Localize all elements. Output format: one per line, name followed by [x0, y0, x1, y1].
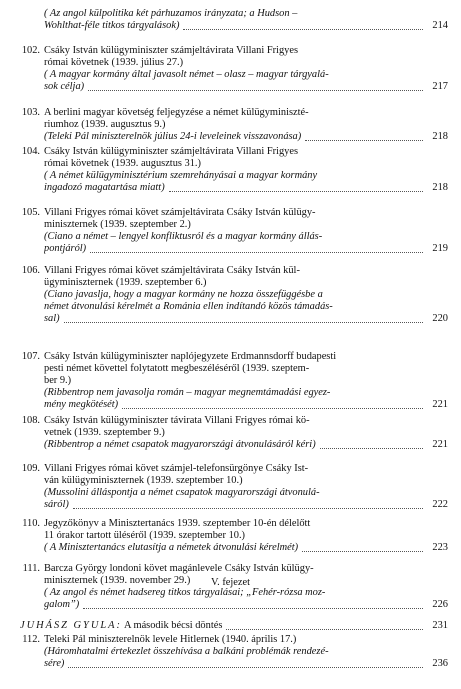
entry-title-line: vetnek (1939. szeptember 9.) — [44, 427, 165, 438]
entry-summary-line: (Ciano a német – lengyel konfliktusról és a magyar kormány állás- — [44, 231, 323, 242]
section-title: A második bécsi döntés — [123, 620, 223, 631]
entry-number: 104. — [21, 146, 40, 157]
dot-leader — [226, 628, 423, 630]
entry-title-line: Villani Frigyes római követ számjeltávirata Csáky István külügy- — [44, 207, 316, 218]
dot-leader — [88, 89, 423, 91]
toc-entry — [0, 8, 461, 32]
entry-summary-line: galom”) — [44, 599, 80, 610]
entry-number: 102. — [21, 45, 40, 56]
page-number: 218 — [432, 182, 448, 193]
entry-summary-line: Wohlthat-féle titkos tárgyalások) — [44, 20, 180, 31]
entry-summary-line: pontjáról) — [44, 243, 87, 254]
dot-leader — [73, 507, 423, 509]
page-number: 218 — [432, 131, 448, 142]
entry-title-line: Teleki Pál miniszterelnök levele Hitlernek (1940. április 17.) — [44, 634, 297, 645]
entry-number: 109. — [21, 463, 40, 474]
toc-entry — [0, 146, 461, 194]
toc-entry — [0, 518, 461, 554]
entry-number: 111. — [22, 563, 40, 574]
dot-leader — [83, 607, 423, 609]
page-number: 221 — [432, 439, 448, 450]
entry-title-line: Villani Frigyes római követ számjel-telefonsürgönye Csáky Ist- — [44, 463, 309, 474]
entry-title-line: Csáky István külügyminiszter távirata Villani Frigyes római kö- — [44, 415, 310, 426]
entry-summary-line: (Mussolini álláspontja a német csapatok magyarországi átvonulá- — [44, 487, 320, 498]
page-number: 221 — [432, 399, 448, 410]
entry-title-line: ber 9.) — [44, 375, 72, 386]
entry-summary-line: ingadozó magatartása miatt) — [44, 182, 165, 193]
dot-leader — [305, 139, 423, 141]
entry-title-line: római követnek (1939. augusztus 31.) — [44, 158, 201, 169]
page-number: 214 — [432, 20, 448, 31]
entry-title-line: miniszternek (1939. szeptember 2.) — [44, 219, 191, 230]
entry-title-line: Barcza György londoni követ magánlevele Csáky István külügy- — [44, 563, 314, 574]
page-number: 226 — [432, 599, 448, 610]
page-number: 219 — [432, 243, 448, 254]
entry-number: 105. — [21, 207, 40, 218]
entry-title-line: Csáky István külügyminiszter számjeltávirata Villani Frigyes — [44, 146, 298, 157]
entry-summary-line: sáról) — [44, 499, 69, 510]
dot-leader — [183, 28, 423, 30]
entry-title-line: ván külügyminiszternek (1939. szeptember 10.) — [44, 475, 243, 486]
entry-number: 112. — [22, 634, 40, 645]
entry-title-line: Csáky István külügyminiszter naplójegyzete Erdmannsdorff budapesti — [44, 351, 337, 362]
entry-summary-line: ( A német külügyminisztérium szemrehányásai a magyar kormány — [44, 170, 318, 181]
entry-summary-line: ( Az angol és német hadsereg titkos tárgyalásai; „Fehér-rózsa moz- — [44, 587, 326, 598]
entry-summary-line: német átvonulási kérelmét a Románia ellen indítandó közös támadás- — [44, 301, 333, 312]
page-number: 223 — [432, 542, 448, 553]
entry-title-line: A berlini magyar követség feljegyzése a német külügyminiszté- — [44, 107, 309, 118]
entry-number: 106. — [21, 265, 40, 276]
author-section-line — [0, 620, 461, 632]
entry-title-line: Jegyzőkönyv a Minisztertanács 1939. szeptember 10-én délelőtt — [44, 518, 311, 529]
entry-summary-line: (Ciano javaslja, hogy a magyar kormány ne hozza összefüggésbe a — [44, 289, 323, 300]
entry-summary-line: ( Az angol külpolitika két párhuzamos irányzata; a Hudson – — [44, 8, 298, 19]
entry-title-line: miniszternek (1939. november 29.) — [44, 575, 191, 586]
toc-entry — [0, 107, 461, 143]
entry-title-line: ügyminiszternek (1939. szeptember 6.) — [44, 277, 207, 288]
section-author: JUHÁSZ GYULA: — [20, 620, 122, 631]
dot-leader — [169, 190, 423, 192]
toc-entry — [0, 463, 461, 511]
entry-summary-line: (Háromhatalmi értekezlet összehívása a balkáni problémák rendezé- — [44, 646, 329, 657]
page-number: 222 — [432, 499, 448, 510]
entry-number: 110. — [22, 518, 40, 529]
entry-summary-line: (Teleki Pál miniszterelnök július 24-i leveleinek visszavonása) — [44, 131, 302, 142]
entry-title-line: pesti német követtel folytatott megbeszéléséről (1939. szeptem- — [44, 363, 310, 374]
page-number: 236 — [432, 658, 448, 669]
entry-number: 103. — [21, 107, 40, 118]
toc-entry — [0, 415, 461, 451]
entry-title-line: riumhoz (1939. augusztus 9.) — [44, 119, 166, 130]
toc-entry — [0, 265, 461, 325]
entry-title-line: római követnek (1939. július 27.) — [44, 57, 184, 68]
entry-number: 107. — [21, 351, 40, 362]
entry-title-line: 11 órakor tartott üléséről (1939. szeptember 10.) — [44, 530, 246, 541]
entry-summary-line: sal) — [44, 313, 60, 324]
dot-leader — [64, 321, 423, 323]
dot-leader — [90, 251, 423, 253]
chapter-heading: V. fejezet — [210, 577, 251, 588]
entry-summary-line: (Ribbentrop nem javasolja román – magyar megnemtámadási egyez- — [44, 387, 331, 398]
entry-number: 108. — [21, 415, 40, 426]
entry-summary-line: (Ribbentrop a német csapatok magyarországi átvonulásáról kéri) — [44, 439, 316, 450]
page-number: 220 — [432, 313, 448, 324]
toc-entry — [0, 207, 461, 255]
entry-summary-line: sok célja) — [44, 81, 85, 92]
toc-entry — [0, 634, 461, 670]
page-number: 217 — [432, 81, 448, 92]
toc-entry — [0, 45, 461, 93]
entry-summary-line: mény megkötését) — [44, 399, 119, 410]
dot-leader — [320, 447, 423, 449]
entry-summary-line: ( A magyar kormány által javasolt német – olasz – magyar tárgyalá- — [44, 69, 329, 80]
toc-entry — [0, 351, 461, 411]
page-number: 231 — [432, 620, 448, 631]
entry-title-line: Csáky István külügyminiszter számjeltávirata Villani Frigyes — [44, 45, 298, 56]
dot-leader — [302, 550, 423, 552]
entry-title-line: Villani Frigyes római követ számjeltávirata Csáky István kül- — [44, 265, 300, 276]
entry-summary-line: sére) — [44, 658, 65, 669]
dot-leader — [68, 666, 423, 668]
entry-summary-line: ( A Minisztertanács elutasítja a németek átvonulási kérelmét) — [44, 542, 299, 553]
dot-leader — [122, 407, 423, 409]
